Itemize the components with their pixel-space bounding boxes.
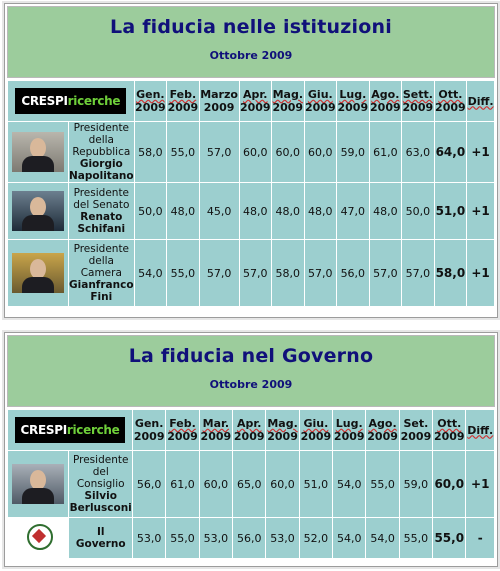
- value-cell: 54,0: [333, 451, 365, 517]
- value-cell: 48,0: [305, 183, 337, 239]
- value-cell: 57,0: [402, 240, 434, 306]
- table-row: [8, 451, 494, 517]
- value-cell: 48,0: [167, 183, 199, 239]
- trust-table: [7, 80, 495, 307]
- month-header: Feb. 2009: [166, 410, 198, 450]
- diff-cell: +1: [467, 122, 494, 182]
- value-cell-current: 64,0: [435, 122, 467, 182]
- month-header: Apr. 2009: [233, 410, 265, 450]
- government-trust-table: [7, 409, 495, 559]
- diff-cell: +1: [467, 183, 494, 239]
- value-cell: 48,0: [370, 183, 402, 239]
- table-header-row: [8, 410, 494, 450]
- value-cell: 60,0: [266, 451, 298, 517]
- value-cell: 50,0: [135, 183, 167, 239]
- month-header: Lug. 2009: [333, 410, 365, 450]
- value-cell: 55,0: [167, 122, 199, 182]
- value-cell: 54,0: [366, 518, 398, 558]
- value-cell: 57,0: [200, 240, 239, 306]
- value-cell: 57,0: [305, 240, 337, 306]
- row-label: Presidente del Senato Renato Schifani: [69, 183, 134, 239]
- value-cell: 57,0: [200, 122, 239, 182]
- value-cell: 57,0: [370, 240, 402, 306]
- month-header: Giu. 2009: [300, 410, 332, 450]
- month-header: Gen. 2009: [135, 81, 167, 121]
- crespi-logo: CRESPIricerche: [8, 81, 134, 121]
- value-cell: 53,0: [133, 518, 165, 558]
- table-row: [8, 518, 494, 558]
- value-cell-current: 60,0: [433, 451, 465, 517]
- government-panel: [4, 332, 498, 567]
- value-cell: 63,0: [402, 122, 434, 182]
- value-cell: 55,0: [166, 518, 198, 558]
- month-header: Apr. 2009: [240, 81, 272, 121]
- value-cell: 54,0: [135, 240, 167, 306]
- row-label: Presidente del Consiglio Silvio Berlusconi: [69, 451, 132, 517]
- value-cell: 59,0: [400, 451, 432, 517]
- emblem-icon: [8, 518, 68, 558]
- value-cell: 61,0: [370, 122, 402, 182]
- value-cell: 59,0: [337, 122, 369, 182]
- panel-month: Ottobre 2009: [209, 49, 293, 62]
- diff-cell: -: [466, 518, 494, 558]
- value-cell: 47,0: [337, 183, 369, 239]
- table-row: [8, 240, 494, 306]
- chamber-president-photo: [8, 240, 68, 306]
- president-photo: [8, 122, 68, 182]
- month-header: Ott. 2009: [435, 81, 467, 121]
- value-cell: 56,0: [233, 518, 265, 558]
- value-cell-current: 51,0: [435, 183, 467, 239]
- value-cell: 48,0: [240, 183, 272, 239]
- prime-minister-photo: [8, 451, 68, 517]
- value-cell: 55,0: [167, 240, 199, 306]
- panel-title: La fiducia nelle istituzioni: [110, 16, 392, 38]
- value-cell: 56,0: [133, 451, 165, 517]
- value-cell: 60,0: [240, 122, 272, 182]
- value-cell: 60,0: [200, 451, 232, 517]
- table-row: [8, 122, 494, 182]
- month-header: Sett. 2009: [402, 81, 434, 121]
- value-cell: 50,0: [402, 183, 434, 239]
- panel-header: [7, 6, 495, 78]
- value-cell: 51,0: [300, 451, 332, 517]
- month-header: Marzo 2009: [200, 81, 239, 121]
- senate-president-photo: [8, 183, 68, 239]
- value-cell: 60,0: [272, 122, 304, 182]
- month-header: Ott. 2009: [433, 410, 465, 450]
- institutions-panel: [4, 3, 498, 318]
- value-cell: 55,0: [400, 518, 432, 558]
- value-cell: 60,0: [305, 122, 337, 182]
- month-header: Set. 2009: [400, 410, 432, 450]
- value-cell: 45,0: [200, 183, 239, 239]
- month-header: Lug. 2009: [337, 81, 369, 121]
- month-header: Ago. 2009: [370, 81, 402, 121]
- diff-header: Diff.: [467, 81, 494, 121]
- diff-header: Diff.: [466, 410, 494, 450]
- table-header-row: [8, 81, 494, 121]
- value-cell: 58,0: [135, 122, 167, 182]
- month-header: Mar. 2009: [200, 410, 232, 450]
- month-header: Ago. 2009: [366, 410, 398, 450]
- month-header: Mag. 2009: [272, 81, 304, 121]
- value-cell: 48,0: [272, 183, 304, 239]
- value-cell: 55,0: [366, 451, 398, 517]
- panel-header: [7, 335, 495, 407]
- value-cell: 58,0: [272, 240, 304, 306]
- month-header: Mag. 2009: [266, 410, 298, 450]
- panel-title: La fiducia nel Governo: [128, 345, 374, 367]
- value-cell: 56,0: [337, 240, 369, 306]
- value-cell-current: 55,0: [433, 518, 465, 558]
- value-cell: 65,0: [233, 451, 265, 517]
- value-cell: 52,0: [300, 518, 332, 558]
- value-cell: 57,0: [240, 240, 272, 306]
- row-label: Presidente della Camera Gianfranco Fini: [69, 240, 134, 306]
- month-header: Feb. 2009: [167, 81, 199, 121]
- value-cell: 53,0: [200, 518, 232, 558]
- month-header: Giu. 2009: [305, 81, 337, 121]
- value-cell: 53,0: [266, 518, 298, 558]
- table-row: [8, 183, 494, 239]
- diff-cell: +1: [467, 240, 494, 306]
- panel-month: Ottobre 2009: [209, 378, 293, 391]
- row-label: Presidente della Repubblica Giorgio Napolitano: [69, 122, 134, 182]
- row-label: Il Governo: [69, 518, 132, 558]
- value-cell-current: 58,0: [435, 240, 467, 306]
- diff-cell: +1: [466, 451, 494, 517]
- value-cell: 61,0: [166, 451, 198, 517]
- value-cell: 54,0: [333, 518, 365, 558]
- month-header: Gen. 2009: [133, 410, 165, 450]
- crespi-logo: CRESPIricerche: [8, 410, 132, 450]
